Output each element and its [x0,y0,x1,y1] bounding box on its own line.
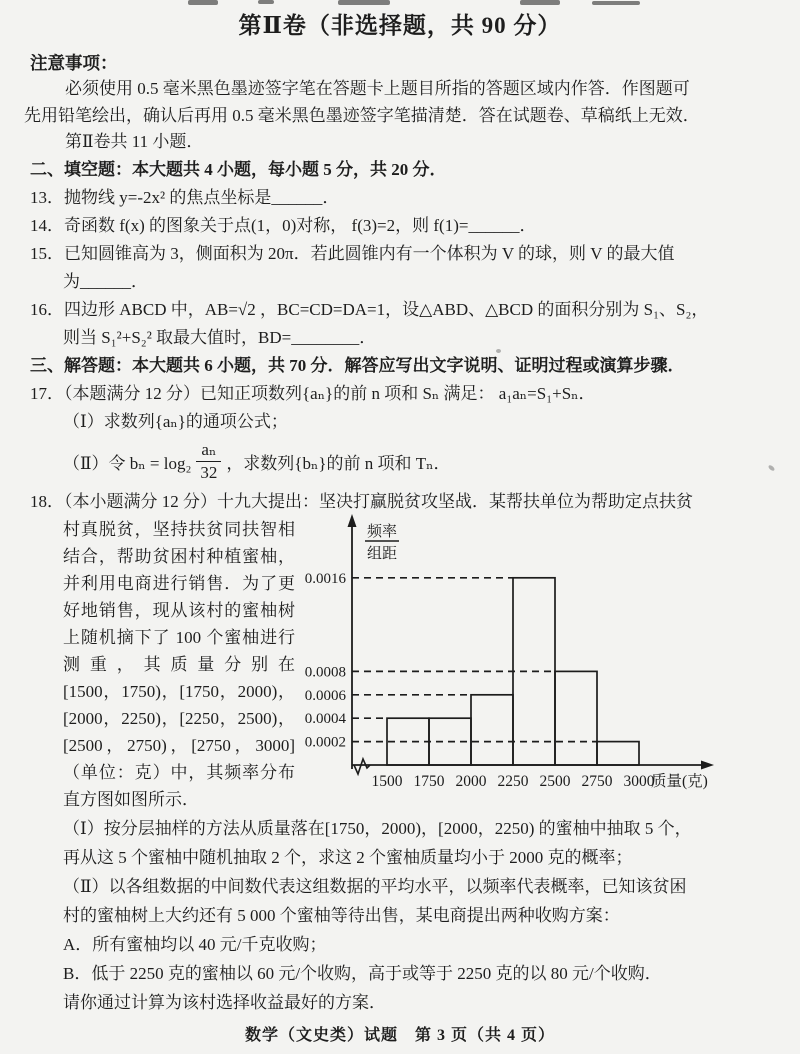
question-17-part-1: （Ⅰ）求数列{aₙ}的通项公式； [63,411,288,431]
question-18-part-2-line-2: 村的蜜柚树上大约还有 5 000 个蜜柚等待出售，某电商提出两种收购方案： [63,905,620,925]
q18-text-line: [2500，2750)，[2750，3000] [63,735,295,755]
svg-text:质量(克): 质量(克) [651,772,708,790]
svg-text:0.0006: 0.0006 [304,687,346,704]
question-14: 14．奇函数 f(x) 的图象关于点(1，0)对称， f(3)=2，则 f(1)=______． [30,215,537,235]
svg-text:2500: 2500 [539,772,571,790]
svg-text:1500: 1500 [371,772,403,790]
question-18-part-1-line-1: （Ⅰ）按分层抽样的方法从质量落在[1750，2000)，[2000，2250) 的蜜柚中抽取 5 个， [63,818,692,838]
svg-text:2750: 2750 [581,772,613,790]
section-solve-heading: 三、解答题：本大题共 6 小题，共 70 分．解答应写出文字说明、证明过程或演算步骤． [30,355,685,375]
q18-text-line: 并利用电商进行销售．为了更 [63,573,295,593]
q17-part2-prefix: （Ⅱ）令 bₙ = log₂ [63,454,192,473]
question-17-line-1: 17．（本题满分 12 分）已知正项数列{aₙ}的前 n 项和 Sₙ 满足： a₁aₙ=S₁+Sₙ． [30,383,596,403]
q18-text-line: 结合，帮助贫困村种植蜜柚， [63,546,295,566]
svg-text:0.0016: 0.0016 [304,570,346,587]
section-fill-in-heading: 二、填空题：本大题共 4 小题，每小题 5 分，共 20 分． [30,159,447,179]
question-18-body [63,516,800,814]
question-15-line-2: 为______． [63,271,148,291]
notice-line-3: 第Ⅱ卷共 11 小题． [65,132,204,151]
scan-speck [496,349,501,353]
notice-line-1: 必须使用 0.5 毫米黑色墨迹签字笔在答题卡上题目所指的答题区域内作答．作图题可 [65,79,690,98]
svg-text:组距: 组距 [366,545,398,562]
question-18-option-a: A．所有蜜柚均以 40 元/千克收购； [63,934,327,954]
question-16-line-1: 16．四边形 ABCD 中，AB=√2 ，BC=CD=DA=1，设△ABD、△BCD 的面积分别为 S₁、S₂， [30,299,709,319]
svg-text:0.0008: 0.0008 [304,663,346,680]
svg-text:2000: 2000 [455,772,487,790]
svg-text:2250: 2250 [497,772,529,790]
svg-text:0.0002: 0.0002 [304,734,346,751]
q18-text-line: 上随机摘下了 100 个蜜柚进行 [63,627,295,647]
question-18-line-1: 18．（本小题满分 12 分）十九大提出：坚决打赢脱贫攻坚战．某帮扶单位为帮助定点扶贫 [30,491,693,511]
question-17-part-2 [63,436,800,488]
fraction-numerator: aₙ [196,440,221,462]
q18-text-line: （单位：克）中，其频率分布 [63,762,295,782]
svg-text:频率: 频率 [366,523,398,540]
question-15-line-1: 15．已知圆锥高为 3，侧面积为 20π．若此圆锥内有一个体积为 V 的球，则 V 的最大值 [30,243,675,263]
svg-text:0.0004: 0.0004 [304,710,346,727]
question-18-left-column [63,516,295,813]
fraction [196,440,221,483]
question-18-closing: 请你通过计算为该村选择收益最好的方案． [63,992,386,1012]
q18-text-line: [1500，1750)，[1750，2000)， [63,681,295,701]
question-13: 13．抛物线 y=-2x² 的焦点坐标是______． [30,187,340,207]
q18-text-line: 直方图如图所示． [63,789,199,809]
question-18-part-2-line-1: （Ⅱ）以各组数据的中间数代表这组数据的平均水平，以频率代表概率，已知该贫困 [63,876,687,896]
page-title: 第Ⅱ卷（非选择题，共 90 分） [238,13,562,38]
svg-text:1750: 1750 [413,772,445,790]
notice-heading: 注意事项： [30,53,118,73]
question-16-line-2: 则当 S₁²+S₂² 取最大值时，BD=________． [63,327,377,347]
q17-part2-suffix: ，求数列{bₙ}的前 n 项和 Tₙ． [226,454,451,473]
q18-text-line: 村真脱贫，坚持扶贫同扶智相 [63,519,295,539]
histogram [290,510,780,802]
q18-text-line: [2000，2250)，[2250，2500)， [63,708,295,728]
fraction-denominator: 32 [200,463,218,482]
notice-line-2: 先用铅笔绘出，确认后再用 0.5 毫米黑色墨迹签字笔描清楚．答在试题卷、草稿纸上无效． [24,105,700,125]
page-footer: 数学（文史类）试题 第 3 页（共 4 页） [244,1027,555,1044]
q18-text-line: 好地销售，现从该村的蜜柚树 [63,600,295,620]
q18-text-line: 测重，其质量分别在 [63,654,295,674]
svg-text:3000: 3000 [623,772,655,790]
question-18-option-b: B．低于 2250 克的蜜柚以 60 元/个收购，高于或等于 2250 克的以 80 元/个收购． [63,963,662,983]
question-18-part-1-line-2: 再从这 5 个蜜柚中随机抽取 2 个，求这 2 个蜜柚质量均小于 2000 克的概率； [63,847,633,867]
